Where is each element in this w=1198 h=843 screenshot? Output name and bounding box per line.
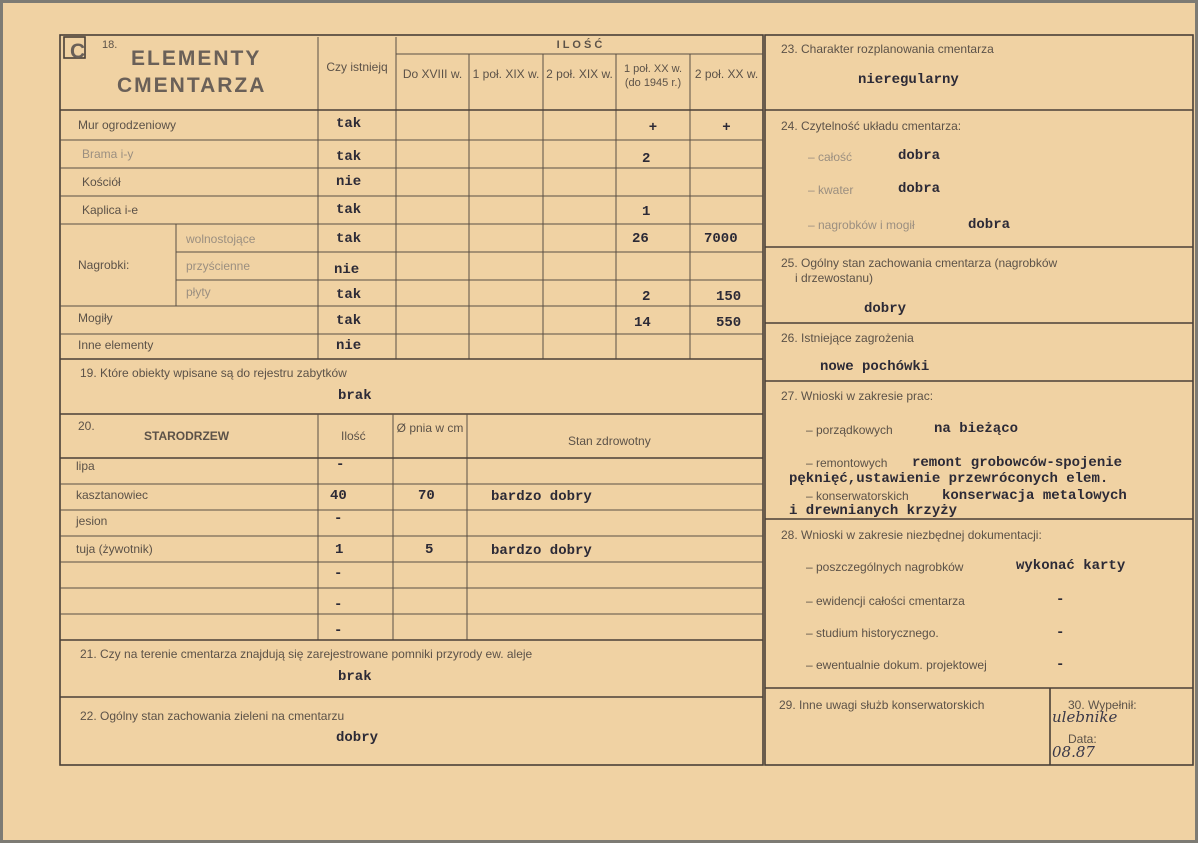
section-27-label: 27. Wnioski w zakresie prac: bbox=[781, 389, 934, 403]
row-label: Mur ogrodzeniowy bbox=[78, 118, 177, 132]
tree-count: - bbox=[334, 511, 343, 527]
tree-diameter: 70 bbox=[418, 488, 435, 504]
row-value: + bbox=[722, 120, 731, 136]
section-24-item-label: – całość bbox=[808, 150, 853, 164]
section-25-label-1: 25. Ogólny stan zachowania cmentarza (nagrobków bbox=[781, 256, 1058, 270]
section-19-value: brak bbox=[338, 388, 372, 404]
row-label: wolnostojące bbox=[186, 232, 256, 246]
filled-by-signature: ulebnike bbox=[1052, 708, 1118, 726]
section-25-value: dobry bbox=[864, 301, 907, 317]
section-23-label: 23. Charakter rozplanowania cmentarza bbox=[781, 42, 994, 56]
col-period-5: 2 poł. XX w. bbox=[694, 67, 759, 81]
row-exists: tak bbox=[336, 116, 362, 132]
row-value: 2 bbox=[642, 289, 651, 305]
section-24-item-value: dobra bbox=[898, 148, 941, 164]
nagrobki-label: Nagrobki: bbox=[78, 258, 130, 272]
section-23-value: nieregularny bbox=[858, 72, 959, 88]
section-24-label: 24. Czytelność układu cmentarza: bbox=[781, 119, 962, 133]
section-18-title-line2: CMENTARZA bbox=[117, 74, 267, 97]
row-value: 2 bbox=[642, 151, 651, 167]
section-30-date-value: 08.87 bbox=[1052, 743, 1095, 761]
section-28-item-label: – ewidencji całości cmentarza bbox=[806, 594, 965, 608]
section-30-label: 30. Wypełnił: bbox=[1068, 698, 1137, 712]
row-value: 26 bbox=[632, 231, 649, 247]
section-20-state: Stan zdrowotny bbox=[568, 434, 651, 448]
section-27-kons-label: – konserwatorskich bbox=[806, 489, 909, 503]
row-value: 1 bbox=[642, 204, 651, 220]
section-22-value: dobry bbox=[336, 730, 379, 746]
tree-count: 40 bbox=[330, 488, 347, 504]
row-value: 14 bbox=[634, 315, 651, 331]
row-exists: nie bbox=[336, 174, 362, 190]
row-exists: tak bbox=[336, 202, 362, 218]
section-20-title: STARODRZEW bbox=[144, 429, 230, 443]
section-28-item-value: wykonać karty bbox=[1016, 558, 1126, 574]
section-20-ilosc: Ilość bbox=[341, 429, 366, 443]
section-28-item-label: – studium historycznego. bbox=[806, 626, 939, 640]
row-exists: nie bbox=[336, 338, 362, 354]
row-exists: tak bbox=[336, 287, 362, 303]
section-18-number: 18. bbox=[102, 39, 118, 51]
section-24-item-value: dobra bbox=[968, 217, 1011, 233]
section-24-item-label: – nagrobków i mogił bbox=[808, 218, 915, 232]
col-period-4: 1 poł. XX w. (do 1945 r.) bbox=[623, 63, 683, 89]
c-label: C bbox=[70, 40, 88, 63]
section-28-item-label: – ewentualnie dokum. projektowej bbox=[806, 658, 987, 672]
row-exists: tak bbox=[336, 313, 362, 329]
section-28-item-label: – poszczególnych nagrobków bbox=[806, 560, 964, 574]
section-28-label: 28. Wnioski w zakresie niezbędnej dokumentacji: bbox=[781, 528, 1042, 542]
col-period-3: 2 poł. XIX w. bbox=[546, 67, 613, 81]
section-27-rem-label: – remontowych bbox=[806, 456, 888, 470]
row-label: Inne elementy bbox=[78, 338, 154, 352]
section-27-porz-value: na bieżąco bbox=[934, 421, 1019, 437]
tree-diameter: 5 bbox=[425, 542, 434, 558]
section-27-rem-value: pęknięć,ustawienie przewróconych elem. bbox=[789, 471, 1109, 487]
row-label: przyścienne bbox=[186, 259, 251, 273]
section-29-label: 29. Inne uwagi służb konserwatorskich bbox=[779, 698, 985, 712]
section-26-label: 26. Istniejące zagrożenia bbox=[781, 331, 914, 345]
section-24-item-value: dobra bbox=[898, 181, 941, 197]
section-28-item-value: - bbox=[1056, 625, 1065, 641]
tree-count: - bbox=[334, 566, 343, 582]
section-28-item-value: - bbox=[1056, 592, 1065, 608]
ilosc-header: I L O Ś Ć bbox=[556, 39, 603, 51]
tree-count: - bbox=[334, 623, 343, 639]
tree-state: bardzo dobry bbox=[491, 543, 592, 559]
section-28-item-value: - bbox=[1056, 657, 1065, 673]
row-label: Kaplica i-e bbox=[82, 203, 139, 217]
section-21-value: brak bbox=[338, 669, 372, 685]
section-24-item-label: – kwater bbox=[808, 183, 854, 197]
tree-name: kasztanowiec bbox=[76, 488, 149, 502]
row-exists: nie bbox=[334, 262, 360, 278]
col-period-2: 1 poł. XIX w. bbox=[472, 67, 540, 81]
section-27-porz-label: – porządkowych bbox=[806, 423, 893, 437]
tree-state: bardzo dobry bbox=[491, 489, 592, 505]
section-20-number: 20. bbox=[78, 419, 95, 433]
tree-name: tuja (żywotnik) bbox=[76, 542, 153, 556]
section-26-value: nowe pochówki bbox=[820, 359, 930, 375]
row-value: 7000 bbox=[704, 231, 738, 247]
row-exists: tak bbox=[336, 149, 362, 165]
row-value: 150 bbox=[716, 289, 742, 305]
section-27-kons-value: i drewnianych krzyży bbox=[789, 503, 958, 519]
row-label: płyty bbox=[186, 285, 211, 299]
row-label: Mogiły bbox=[78, 311, 113, 325]
section-20-diameter: Ø pnia w cm bbox=[396, 421, 464, 435]
col-period-1: Do XVIII w. bbox=[402, 67, 463, 81]
row-value: 550 bbox=[716, 315, 742, 331]
section-30-date-label: Data: bbox=[1068, 732, 1097, 746]
section-22-label: 22. Ogólny stan zachowania zieleni na cmentarzu bbox=[80, 709, 345, 723]
row-value: + bbox=[648, 120, 658, 136]
tree-count: - bbox=[336, 457, 345, 473]
section-27-kons-value: konserwacja metalowych bbox=[942, 488, 1127, 504]
section-19-label: 19. Które obiekty wpisane są do rejestru zabytków bbox=[80, 366, 347, 380]
row-exists: tak bbox=[336, 231, 362, 247]
tree-count: - bbox=[334, 597, 343, 613]
row-label: Kościół bbox=[82, 175, 121, 189]
section-25-label-2: i drzewostanu) bbox=[795, 271, 874, 285]
col-exists-header: Czy istniejq bbox=[326, 60, 388, 74]
section-18-title-line1: ELEMENTY bbox=[131, 47, 262, 70]
section-21-label: 21. Czy na terenie cmentarza znajdują się zarejestrowane pomniki przyrody ew. aleje bbox=[80, 647, 533, 661]
row-label: Brama i-y bbox=[82, 147, 134, 161]
tree-count: 1 bbox=[335, 542, 344, 558]
section-27-rem-value: remont grobowców-spojenie bbox=[912, 455, 1123, 471]
tree-name: lipa bbox=[76, 459, 95, 473]
tree-name: jesion bbox=[76, 514, 108, 528]
